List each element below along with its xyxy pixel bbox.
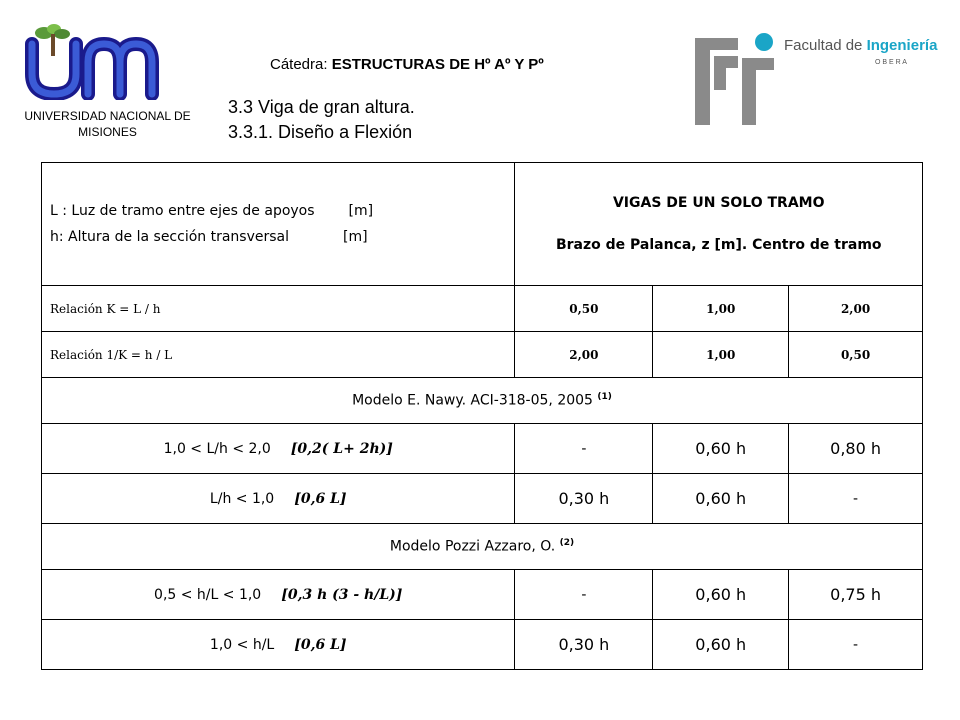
model-pozzi: Modelo Pozzi Azzaro, O. $^{(2)}$ <box>42 524 923 570</box>
value-cell: 0,80 h <box>789 424 923 474</box>
value-cell: 0,30 h <box>515 620 653 670</box>
condition-cell: 1,0 < h/L [0,6 L] <box>42 620 515 670</box>
def-h: h: Altura de la sección transversal [m] <box>50 229 368 245</box>
value-cell: 0,60 h <box>653 620 789 670</box>
rel-K-value: 0,50 <box>515 286 653 332</box>
model-row <box>42 378 923 424</box>
catedra-title <box>270 56 544 73</box>
value-cell: 0,60 h <box>653 424 789 474</box>
faculty-logo <box>690 30 940 130</box>
value-cell: - <box>515 570 653 620</box>
value-cell: 0,75 h <box>789 570 923 620</box>
vigas-header-cell <box>515 163 923 286</box>
condition-cell: L/h < 1,0 [0,6 L] <box>42 474 515 524</box>
table-row <box>42 474 923 524</box>
catedra-name: ESTRUCTURAS DE Hº Aº Y Pº <box>331 56 544 73</box>
rel-K-value: 2,00 <box>789 286 923 332</box>
table-row <box>42 570 923 620</box>
rel-K-value: 1,00 <box>653 286 789 332</box>
table-row <box>42 620 923 670</box>
model-row <box>42 524 923 570</box>
model-nawy: Modelo E. Nawy. ACI-318-05, 2005 $^{(1)}$ <box>42 378 923 424</box>
rel-invK-value: 0,50 <box>789 332 923 378</box>
condition-cell: 0,5 < h/L < 1,0 [0,3 h (3 - h/L)] <box>42 570 515 620</box>
faculty-city: O B E R A <box>875 59 907 66</box>
value-cell: - <box>515 424 653 474</box>
university-name: UNIVERSIDAD NACIONAL DE MISIONES <box>24 109 191 139</box>
faculty-label: Facultad de Ingeniería <box>784 37 938 54</box>
table-header-row <box>42 163 923 286</box>
value-cell: - <box>789 620 923 670</box>
value-cell: 0,30 h <box>515 474 653 524</box>
section-heading: 3.3 Viga de gran altura. <box>228 97 415 117</box>
vigas-title: VIGAS DE UN SOLO TRAMO <box>612 195 825 211</box>
table-row <box>42 424 923 474</box>
table-row <box>42 286 923 332</box>
unam-logo <box>22 22 177 100</box>
def-L: L : Luz de tramo entre ejes de apoyos [m] <box>50 203 374 219</box>
condition-cell: 1,0 < L/h < 2,0 [0,2( L+ 2h)] <box>42 424 515 474</box>
catedra-prefix: Cátedra: <box>270 56 332 73</box>
value-cell: - <box>789 474 923 524</box>
rel-invK-value: 1,00 <box>653 332 789 378</box>
table-row <box>42 332 923 378</box>
rel-invK-value: 2,00 <box>515 332 653 378</box>
definitions-cell <box>42 163 515 286</box>
value-cell: 0,60 h <box>653 570 789 620</box>
beam-table <box>41 162 923 670</box>
rel-K-label: Relación K = L / h <box>42 286 515 332</box>
rel-invK-label: Relación 1/K = h / L <box>42 332 515 378</box>
brazo-title: Brazo de Palanca, z [m]. Centro de tramo <box>555 237 882 253</box>
subsection-heading: 3.3.1. Diseño a Flexión <box>228 122 413 142</box>
section-title <box>228 95 415 145</box>
value-cell: 0,60 h <box>653 474 789 524</box>
